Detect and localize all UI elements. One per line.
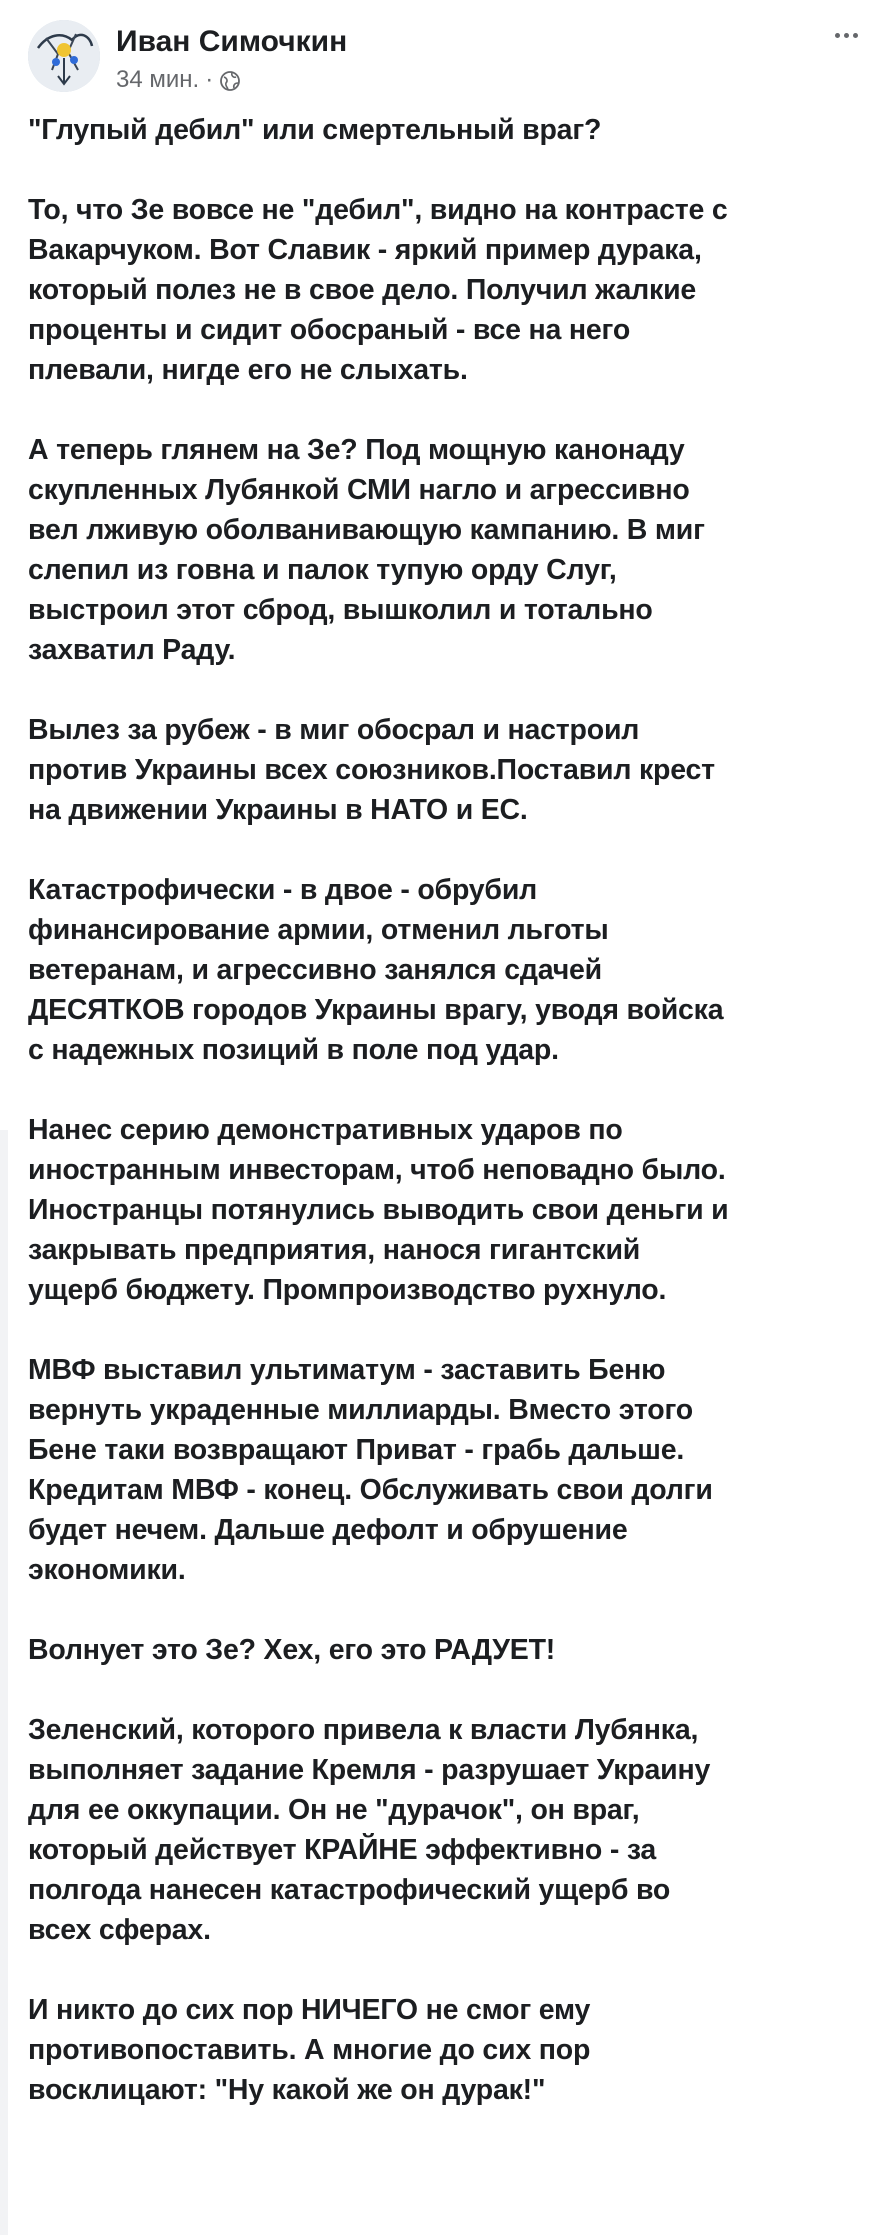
post-header [28, 20, 868, 100]
post-body [28, 110, 874, 2110]
more-horizontal-icon[interactable] [824, 20, 868, 50]
globe-icon[interactable] [219, 70, 241, 92]
avatar[interactable] [28, 20, 100, 92]
author-name[interactable]: Иван Симочкин [116, 25, 348, 58]
post-paragraph-1: "Глупый дебил" или смертельный враг? [28, 114, 602, 146]
post-paragraph-9: Зеленский, которого привела к власти Лубянка, выполняет задание Кремля - разрушает Украину для ее оккупации. Он не "дурачок", он враг, который действует КРАЙНЕ эффективно - за полгода нанесен катастрофический ущерб во всех сферах. [28, 1714, 711, 1946]
post-paragraph-7: МВФ выставил ультиматум - заставить Беню вернуть украденные миллиарды. Вместо этого Бене таки возвращают Приват - грабь дальше. Кредитам МВФ - конец. Обслуживать свои долги будет нечем. Дальше дефолт и обрушение экономики. [28, 1354, 713, 1586]
post-time[interactable]: 34 мин. [116, 66, 200, 93]
post-paragraph-3: А теперь глянем на Зе? Под мощную канонаду скупленных Лубянкой СМИ нагло и агрессивно вел лживую оболванивающую кампанию. В миг слепил из говна и палок тупую орду Слуг, выстроил этот сброд, вышколил и тотально захватил Раду. [28, 434, 705, 666]
post-paragraph-6: Нанес серию демонстративных ударов по иностранным инвесторам, чтоб неповадно было. Иностранцы потянулись выводить свои деньги и закрывать предприятия, нанося гигантский ущерб бюджету. Промпроизводство рухнуло. [28, 1114, 729, 1306]
post-paragraph-10: И никто до сих пор НИЧЕГО не смог ему противопоставить. А многие до сих пор восклицают: "Ну какой же он дурак!" [28, 1994, 591, 2106]
meta-separator: · [205, 66, 214, 93]
avatar-illustration [28, 20, 100, 92]
post-paragraph-2: То, что Зе вовсе не "дебил", видно на контрасте с Вакарчуком. Вот Славик - яркий пример дурака, который полез не в свое дело. Получил жалкие проценты и сидит обосраный - все на него плевали, нигде его не слыхать. [28, 194, 728, 386]
post-paragraph-4: Вылез за рубеж - в миг обосрал и настроил против Украины всех союзников.Поставил крест на движении Украины в НАТО и ЕС. [28, 714, 715, 826]
left-edge-shade [0, 1130, 8, 2235]
post-paragraph-8: Волнует это Зе? Хех, его это РАДУЕТ! [28, 1634, 556, 1666]
post-meta [116, 66, 241, 94]
post-paragraph-5: Катастрофически - в двое - обрубил финансирование армии, отменил льготы ветеранам, и агрессивно занялся сдачей ДЕСЯТКОВ городов Украины врагу, уводя войска с надежных позиций в поле под удар. [28, 874, 724, 1066]
